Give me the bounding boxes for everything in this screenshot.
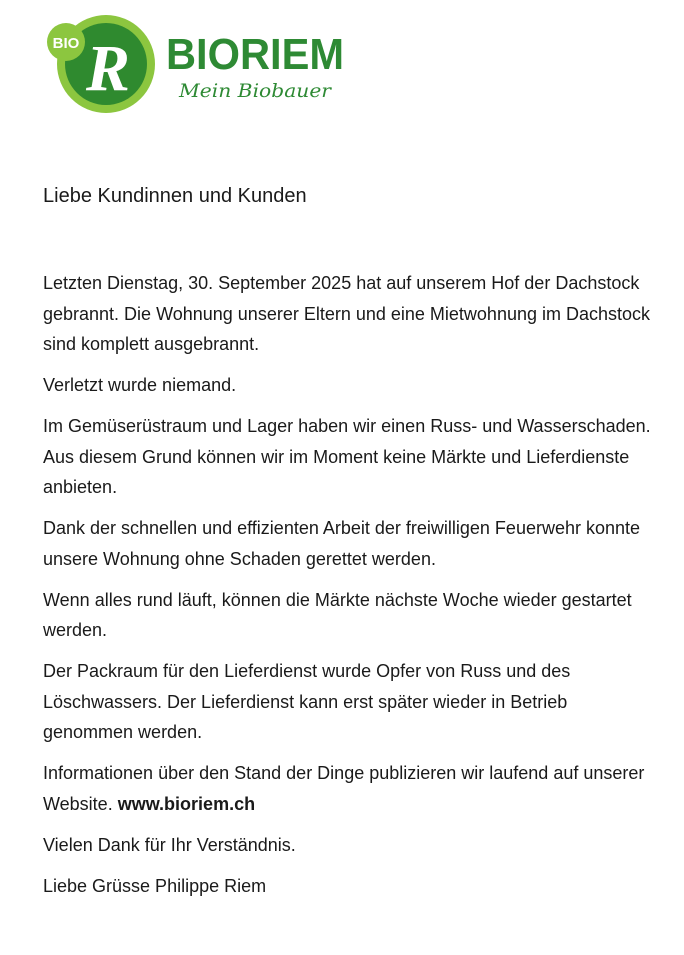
logo-bio-text: BIO <box>52 35 80 52</box>
paragraph-damage: Im Gemüserüstraum und Lager haben wir einen Russ- und Wasserschaden. Aus diesem Grund können wir im Moment keine Märkte und Lieferdienste anbieten. <box>43 416 651 497</box>
bioriem-logo <box>44 12 364 116</box>
logo-tagline: Mein Biobauer <box>177 80 334 102</box>
website-link[interactable]: www.bioriem.ch <box>117 793 256 814</box>
paragraph-fire-brigade: Dank der schnellen und effizienten Arbeit der freiwilligen Feuerwehr konnte unsere Wohnung ohne Schaden gerettet werden. <box>43 518 641 569</box>
paragraph-fire: Letzten Dienstag, 30. September 2025 hat auf unserem Hof der Dachstock gebrannt. Die Wohnung unserer Eltern und eine Mietwohnung im Dachstock sind komplett ausgebrannt. <box>43 273 651 354</box>
paragraph-delivery: Der Packraum für den Lieferdienst wurde Opfer von Russ und des Löschwassers. Der Lieferdienst kann erst später wieder in Betrieb genommen werden. <box>43 661 571 742</box>
info-text: Informationen über den Stand der Dinge publizieren wir laufend auf unserer Website. <box>43 763 645 814</box>
logo-monogram: R <box>85 32 131 105</box>
paragraph-markets: Wenn alles rund läuft, können die Märkte nächste Woche wieder gestartet werden. <box>43 589 632 640</box>
paragraph-no-injuries: Verletzt wurde niemand. <box>43 375 237 395</box>
paragraph-thanks: Vielen Dank für Ihr Verständnis. <box>43 834 296 855</box>
greeting: Liebe Kundinnen und Kunden <box>43 185 307 207</box>
signature: Liebe Grüsse Philippe Riem <box>43 875 267 896</box>
letter-body <box>43 268 653 912</box>
logo-graphic <box>44 12 364 116</box>
logo-brand-name: BIORIEM <box>166 30 344 79</box>
paragraph-info <box>43 758 653 819</box>
